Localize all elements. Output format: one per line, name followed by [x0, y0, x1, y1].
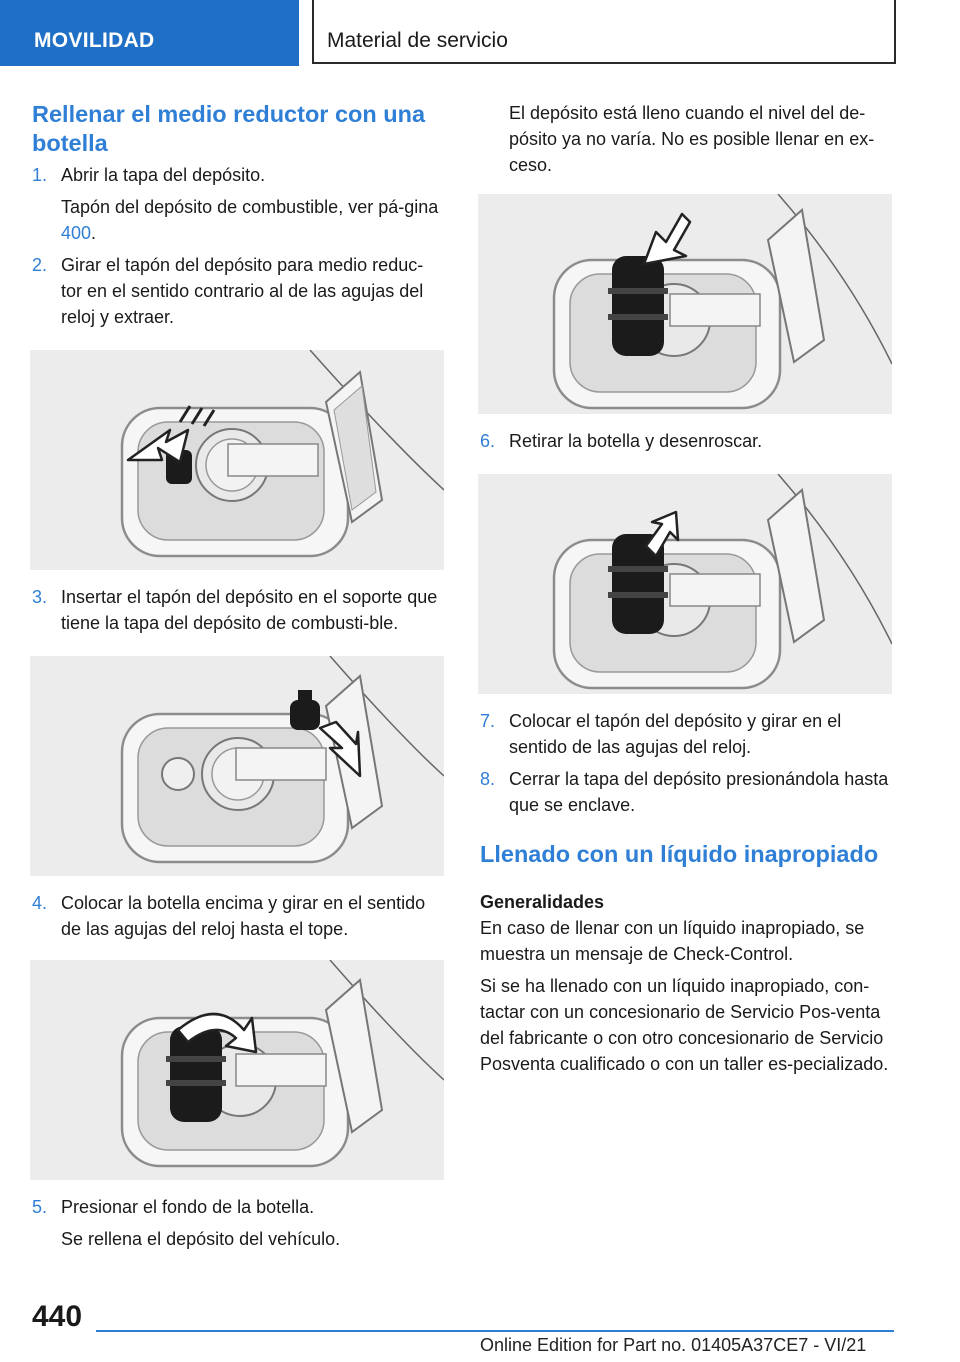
step-number: 2. [32, 255, 48, 275]
step-2 [32, 252, 444, 330]
step-text: Colocar el tapón del depósito y girar en el sentido de las agujas del reloj. [509, 711, 842, 757]
figure-insert-cap [30, 656, 444, 876]
figure-remove-cap [30, 350, 444, 570]
page-link[interactable]: 400 [61, 223, 92, 243]
step-number: 3. [32, 587, 48, 607]
step-text: Cerrar la tapa del depósito presionándola hasta que se enclave. [509, 769, 889, 815]
step-7 [480, 708, 892, 760]
step-5 [32, 1194, 444, 1220]
left-column [32, 100, 444, 1252]
step-1 [32, 162, 444, 188]
step-number: 4. [32, 893, 48, 913]
note-end: . [91, 223, 97, 243]
paragraph: En caso de llenar con un líquido inapropiado, se muestra un mensaje de Check-Control. [480, 918, 865, 964]
figure-attach-bottle [30, 960, 444, 1180]
note-text: Tapón del depósito de combustible, ver pá‐gina [61, 197, 439, 217]
step-text: Abrir la tapa del depósito. [61, 165, 266, 185]
figure-remove-bottle [478, 474, 892, 694]
step-text: Girar el tapón del depósito para medio reduc‐tor en el sentido contrario al de las agujas del reloj y extraer. [61, 255, 424, 327]
step-text: Retirar la botella y desenroscar. [509, 431, 763, 451]
step-text: Presionar el fondo de la botella. [61, 1197, 315, 1217]
footer-rule [96, 1330, 894, 1332]
step-3 [32, 584, 444, 636]
chapter-title: Material de servicio [327, 29, 508, 52]
step-number: 5. [32, 1197, 48, 1217]
step-number: 7. [480, 711, 496, 731]
section-heading: Llenado con un líquido inapropiado [480, 841, 879, 867]
subsection-heading: Generalidades [480, 892, 605, 912]
step-4 [32, 890, 444, 942]
figure-press-bottle [478, 194, 892, 414]
step-5-note: Se rellena el depósito del vehículo. [61, 1229, 341, 1249]
step-1-note [32, 194, 444, 246]
section-title: MOVILIDAD [34, 29, 155, 52]
paragraph: Si se ha llenado con un líquido inapropiado, con‐tactar con un concesionario de Servicio Pos‐venta del fabricante o con otro concesionario de Servicio Posventa cualificado o con un taller es‐pecializado. [480, 976, 889, 1074]
edition-info: Online Edition for Part no. 01405A37CE7 - VI/21 [480, 1335, 867, 1355]
step-number: 1. [32, 165, 48, 185]
step-number: 6. [480, 431, 496, 451]
full-tank-note: El depósito está lleno cuando el nivel del de‐pósito ya no varía. No es posible llenar en ex‐ceso. [509, 103, 875, 175]
step-number: 8. [480, 769, 496, 789]
section-tab [0, 0, 299, 66]
step-6 [480, 428, 892, 454]
step-8 [480, 766, 892, 818]
section-heading: Rellenar el medio reductor con una botella [32, 101, 426, 156]
right-column [480, 100, 892, 1077]
step-text: Insertar el tapón del depósito en el soporte que tiene la tapa del depósito de combusti‐ble. [61, 587, 438, 633]
chapter-tab [312, 0, 896, 64]
page-number: 440 [32, 1300, 83, 1333]
step-text: Colocar la botella encima y girar en el sentido de las agujas del reloj hasta el tope. [61, 893, 426, 939]
